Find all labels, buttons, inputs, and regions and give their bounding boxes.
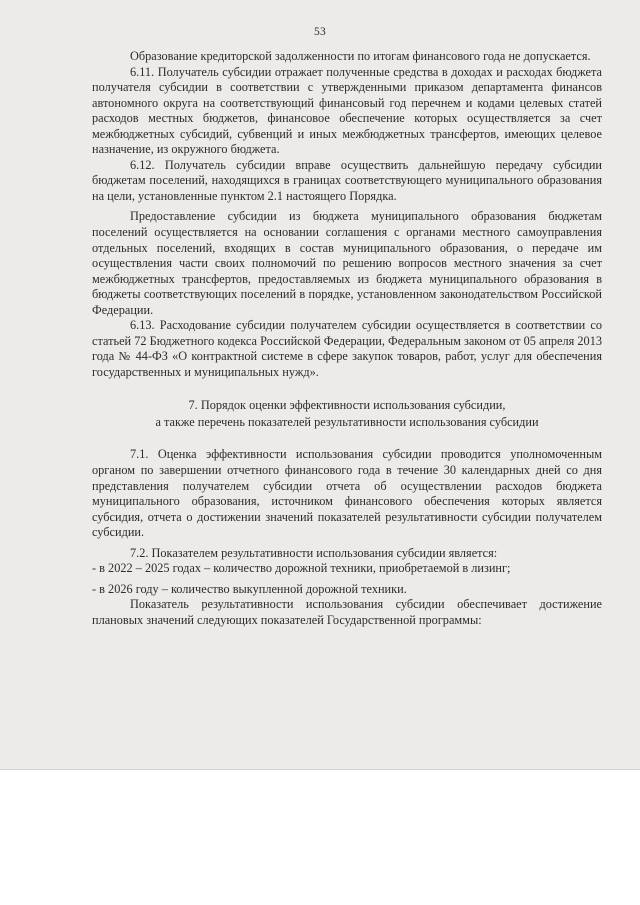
paragraph-7-1: 7.1. Оценка эффективности использования субсидии проводится уполномоченным органом по завершении отчетного финансового года в течение 30 календарных дней со дня представления получателем субсидии отчета об осуществлении расходов бюджета муниципального образования, источником финансового обеспечения которых является субсидия, отчета о достижении значений показателей результативности субсидии получателем субсидии. bbox=[92, 447, 602, 540]
paragraph-creditor-debt: Образование кредиторской задолженности по итогам финансового года не допускается. bbox=[130, 49, 591, 63]
section-7-heading bbox=[92, 397, 602, 431]
section-7-heading-line-1: 7. Порядок оценки эффективности использования субсидии, bbox=[188, 398, 506, 413]
document-body bbox=[92, 49, 602, 629]
list-item-2026: - в 2026 году – количество выкупленной дорожной техники. bbox=[92, 581, 407, 596]
paragraph-subsidy-settlements: Предоставление субсидии из бюджета муниципального образования бюджетам поселений осуществляется на основании соглашения с органами местного самоуправления отдельных поселений, входящих в состав муниципального образования, о передаче им осуществления части своих полномочий по решению вопросов местного значения за счет межбюджетных трансфертов, предоставляемых из бюджета муниципального образования в бюджеты соответствующих поселений в порядке, установленном законодательством Российской Федерации. bbox=[92, 209, 602, 317]
paragraph-7-2: 7.2. Показателем результативности использования субсидии является: bbox=[130, 545, 498, 560]
paragraph-indicator-targets: Показатель результативности использования субсидии обеспечивает достижение плановых значений следующих показателей Государственной программы: bbox=[92, 597, 602, 627]
section-7-heading-line-2: а также перечень показателей результативности использования субсидии bbox=[155, 415, 539, 430]
paragraph-6-13: 6.13. Расходование субсидии получателем субсидии осуществляется в соответствии со статьей 72 Бюджетного кодекса Российской Федерации, Федеральным законом от 05 апреля 2013 года № 44-ФЗ «О контрактной системе в сфере закупок товаров, работ, услуг для обеспечения государственных и муниципальных нужд». bbox=[92, 318, 602, 379]
paragraph-6-11: 6.11. Получатель субсидии отражает полученные средства в доходах и расходах бюджета получателя субсидии в соответствии с утвержденными приказом департамента финансов автономного округа на соответствующий финансовый год перечнем и кодами целевых статей расходов местных бюджетов, финансовое обеспечение которых осуществляется за счет межбюджетных субсидий, субвенций и иных межбюджетных трансфертов, имеющих целевое назначение, из окружного бюджета. bbox=[92, 64, 602, 157]
page-number: 53 bbox=[313, 26, 327, 38]
list-item-2022-2025: - в 2022 – 2025 годах – количество дорожной техники, приобретаемой в лизинг; bbox=[92, 561, 511, 576]
paragraph-6-12: 6.12. Получатель субсидии вправе осуществить дальнейшую передачу субсидии бюджетам поселений, находящихся в границах соответствующего муниципального образования на цели, установленные пунктом 2.1 настоящего Порядка. bbox=[92, 157, 602, 203]
